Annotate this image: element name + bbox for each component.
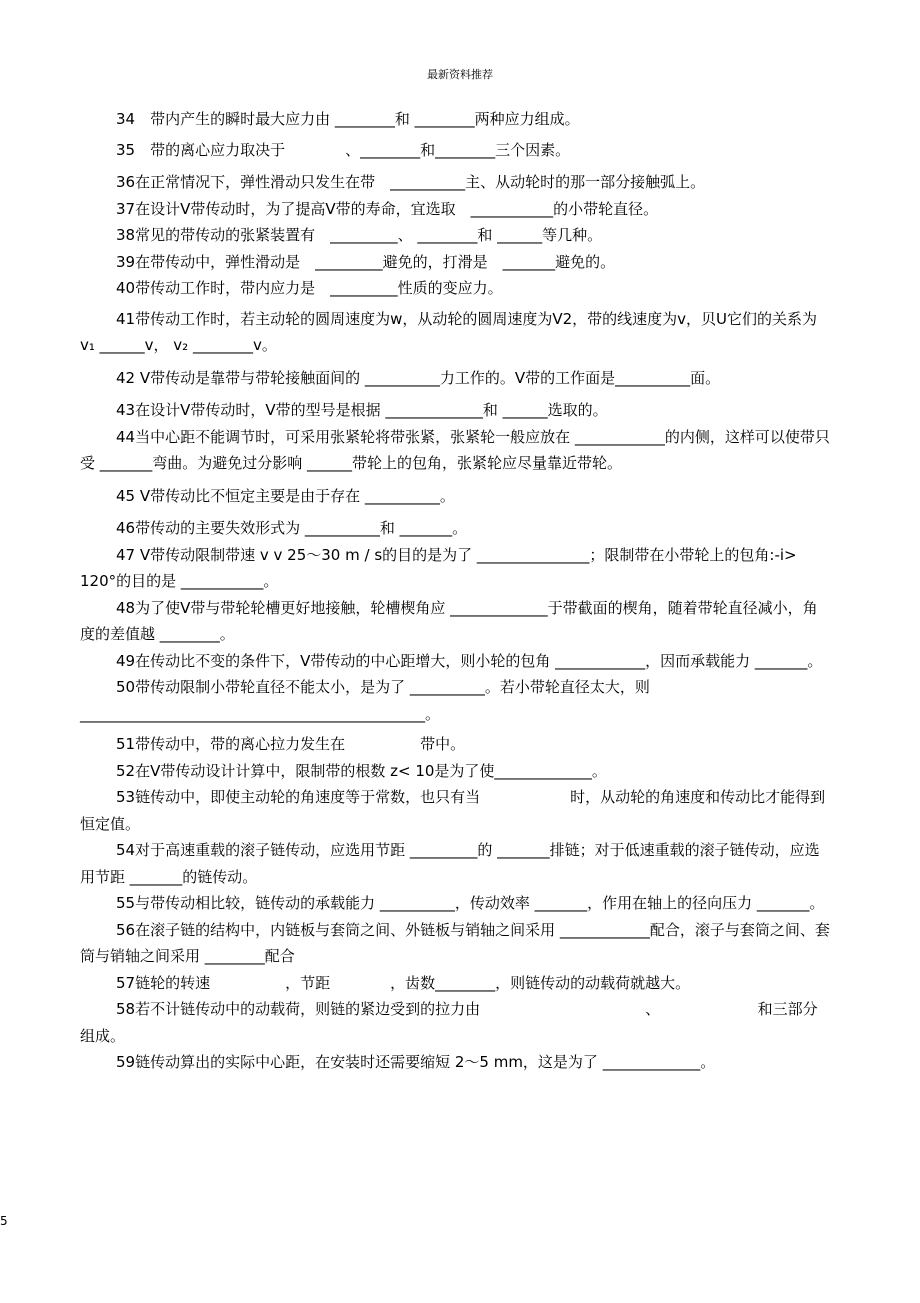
question-list xyxy=(80,106,832,1076)
question-48: 48为了使V带与带轮轮槽更好地接触，轮槽楔角应 _____________于带截面的楔角，随着带轮直径减小，角度的差值越 ________。 xyxy=(80,598,818,643)
page-header: 最新资料推荐 xyxy=(427,68,493,81)
question-55: 55与带传动相比较，链传动的承载能力 __________，传动效率 _______，作用在轴上的径向压力 _______。 xyxy=(116,894,825,912)
question-58: 58若不计链传动中的动载荷，则链的紧边受到的拉力由 、 和三部分组成。 xyxy=(80,1000,818,1045)
question-44: 44当中心距不能调节时，可采用张紧轮将带张紧，张紧轮一般应放在 ____________的内侧，这样可以使带只受 _______弯曲。为避免过分影响 ______带轮上的包角，张紧轮应尽量靠近带轮。 xyxy=(80,427,830,472)
question-54: 54对于高速重载的滚子链传动，应选用节距 _________的 _______排链；对于低速重载的滚子链传动，应选用节距 _______的链传动。 xyxy=(80,841,820,886)
question-51: 51带传动中，带的离心拉力发生在 带中。 xyxy=(116,735,466,753)
question-37: 37在设计V带传动时，为了提高V带的寿命，宜选取 ___________的小带轮直径。 xyxy=(116,199,659,218)
question-40: 40带传动工作时，带内应力是 _________性质的变应力。 xyxy=(116,279,503,297)
question-43: 43在设计V带传动时，V带的型号是根据 _____________和 ______选取的。 xyxy=(116,401,608,419)
question-38: 38常见的带传动的张紧装置有 _________、 ________和 ______等几种。 xyxy=(116,226,603,244)
question-49: 49在传动比不变的条件下，V带传动的中心距增大，则小轮的包角 ____________，因而承载能力 _______。 xyxy=(116,651,823,670)
page-number: 5 xyxy=(0,1214,8,1228)
question-52: 52在V带传动设计计算中，限制带的根数 z< 10是为了使_____________。 xyxy=(116,761,607,780)
question-59: 59链传动算出的实际中心距，在安装时还需要缩短 2～5 mm，这是为了 _____________。 xyxy=(116,1053,716,1071)
question-41: 41带传动工作时，若主动轮的圆周速度为w，从动轮的圆周速度为V2，带的线速度为v，贝U它们的关系为 v₁ ______v， v₂ ________v。 xyxy=(80,309,818,354)
question-45: 45 V带传动比不恒定主要是由于存在 __________。 xyxy=(116,486,455,505)
question-53: 53链传动中，即使主动轮的角速度等于常数，也只有当 时，从动轮的角速度和传动比才能得到恒定值。 xyxy=(80,788,826,833)
question-56: 56在滚子链的结构中，内链板与套筒之间、外链板与销轴之间采用 ____________配合，滚子与套筒之间、套筒与销轴之间采用 ________配合 xyxy=(80,920,830,965)
question-36: 36在正常情况下，弹性滑动只发生在带 __________主、从动轮时的那一部分接触弧上。 xyxy=(116,173,706,191)
question-50: 50带传动限制小带轮直径不能太小，是为了 __________。若小带轮直径太大，则 ______________________________________________。 xyxy=(80,678,650,723)
question-47: 47 V带传动限制带速 v v 25～30 m / s的目的是为了 _______________；限制带在小带轮上的包角:-i> 120°的目的是 ___________。 xyxy=(80,545,797,590)
question-34: 34 带内产生的瞬时最大应力由 ________和 ________两种应力组成。 xyxy=(116,110,580,128)
question-42: 42 V带传动是靠带与带轮接触面间的 __________力工作的。V带的工作面是__________面。 xyxy=(116,368,721,387)
question-39: 39在带传动中，弹性滑动是 _________避免的，打滑是 _______避免的。 xyxy=(116,252,616,271)
question-35: 35 带的离心应力取决于 、________和________三个因素。 xyxy=(116,140,571,159)
question-46: 46带传动的主要失效形式为 __________和 _______。 xyxy=(116,519,468,537)
question-57: 57链轮的转速 ，节距 ，齿数________，则链传动的动载荷就越大。 xyxy=(116,973,691,992)
